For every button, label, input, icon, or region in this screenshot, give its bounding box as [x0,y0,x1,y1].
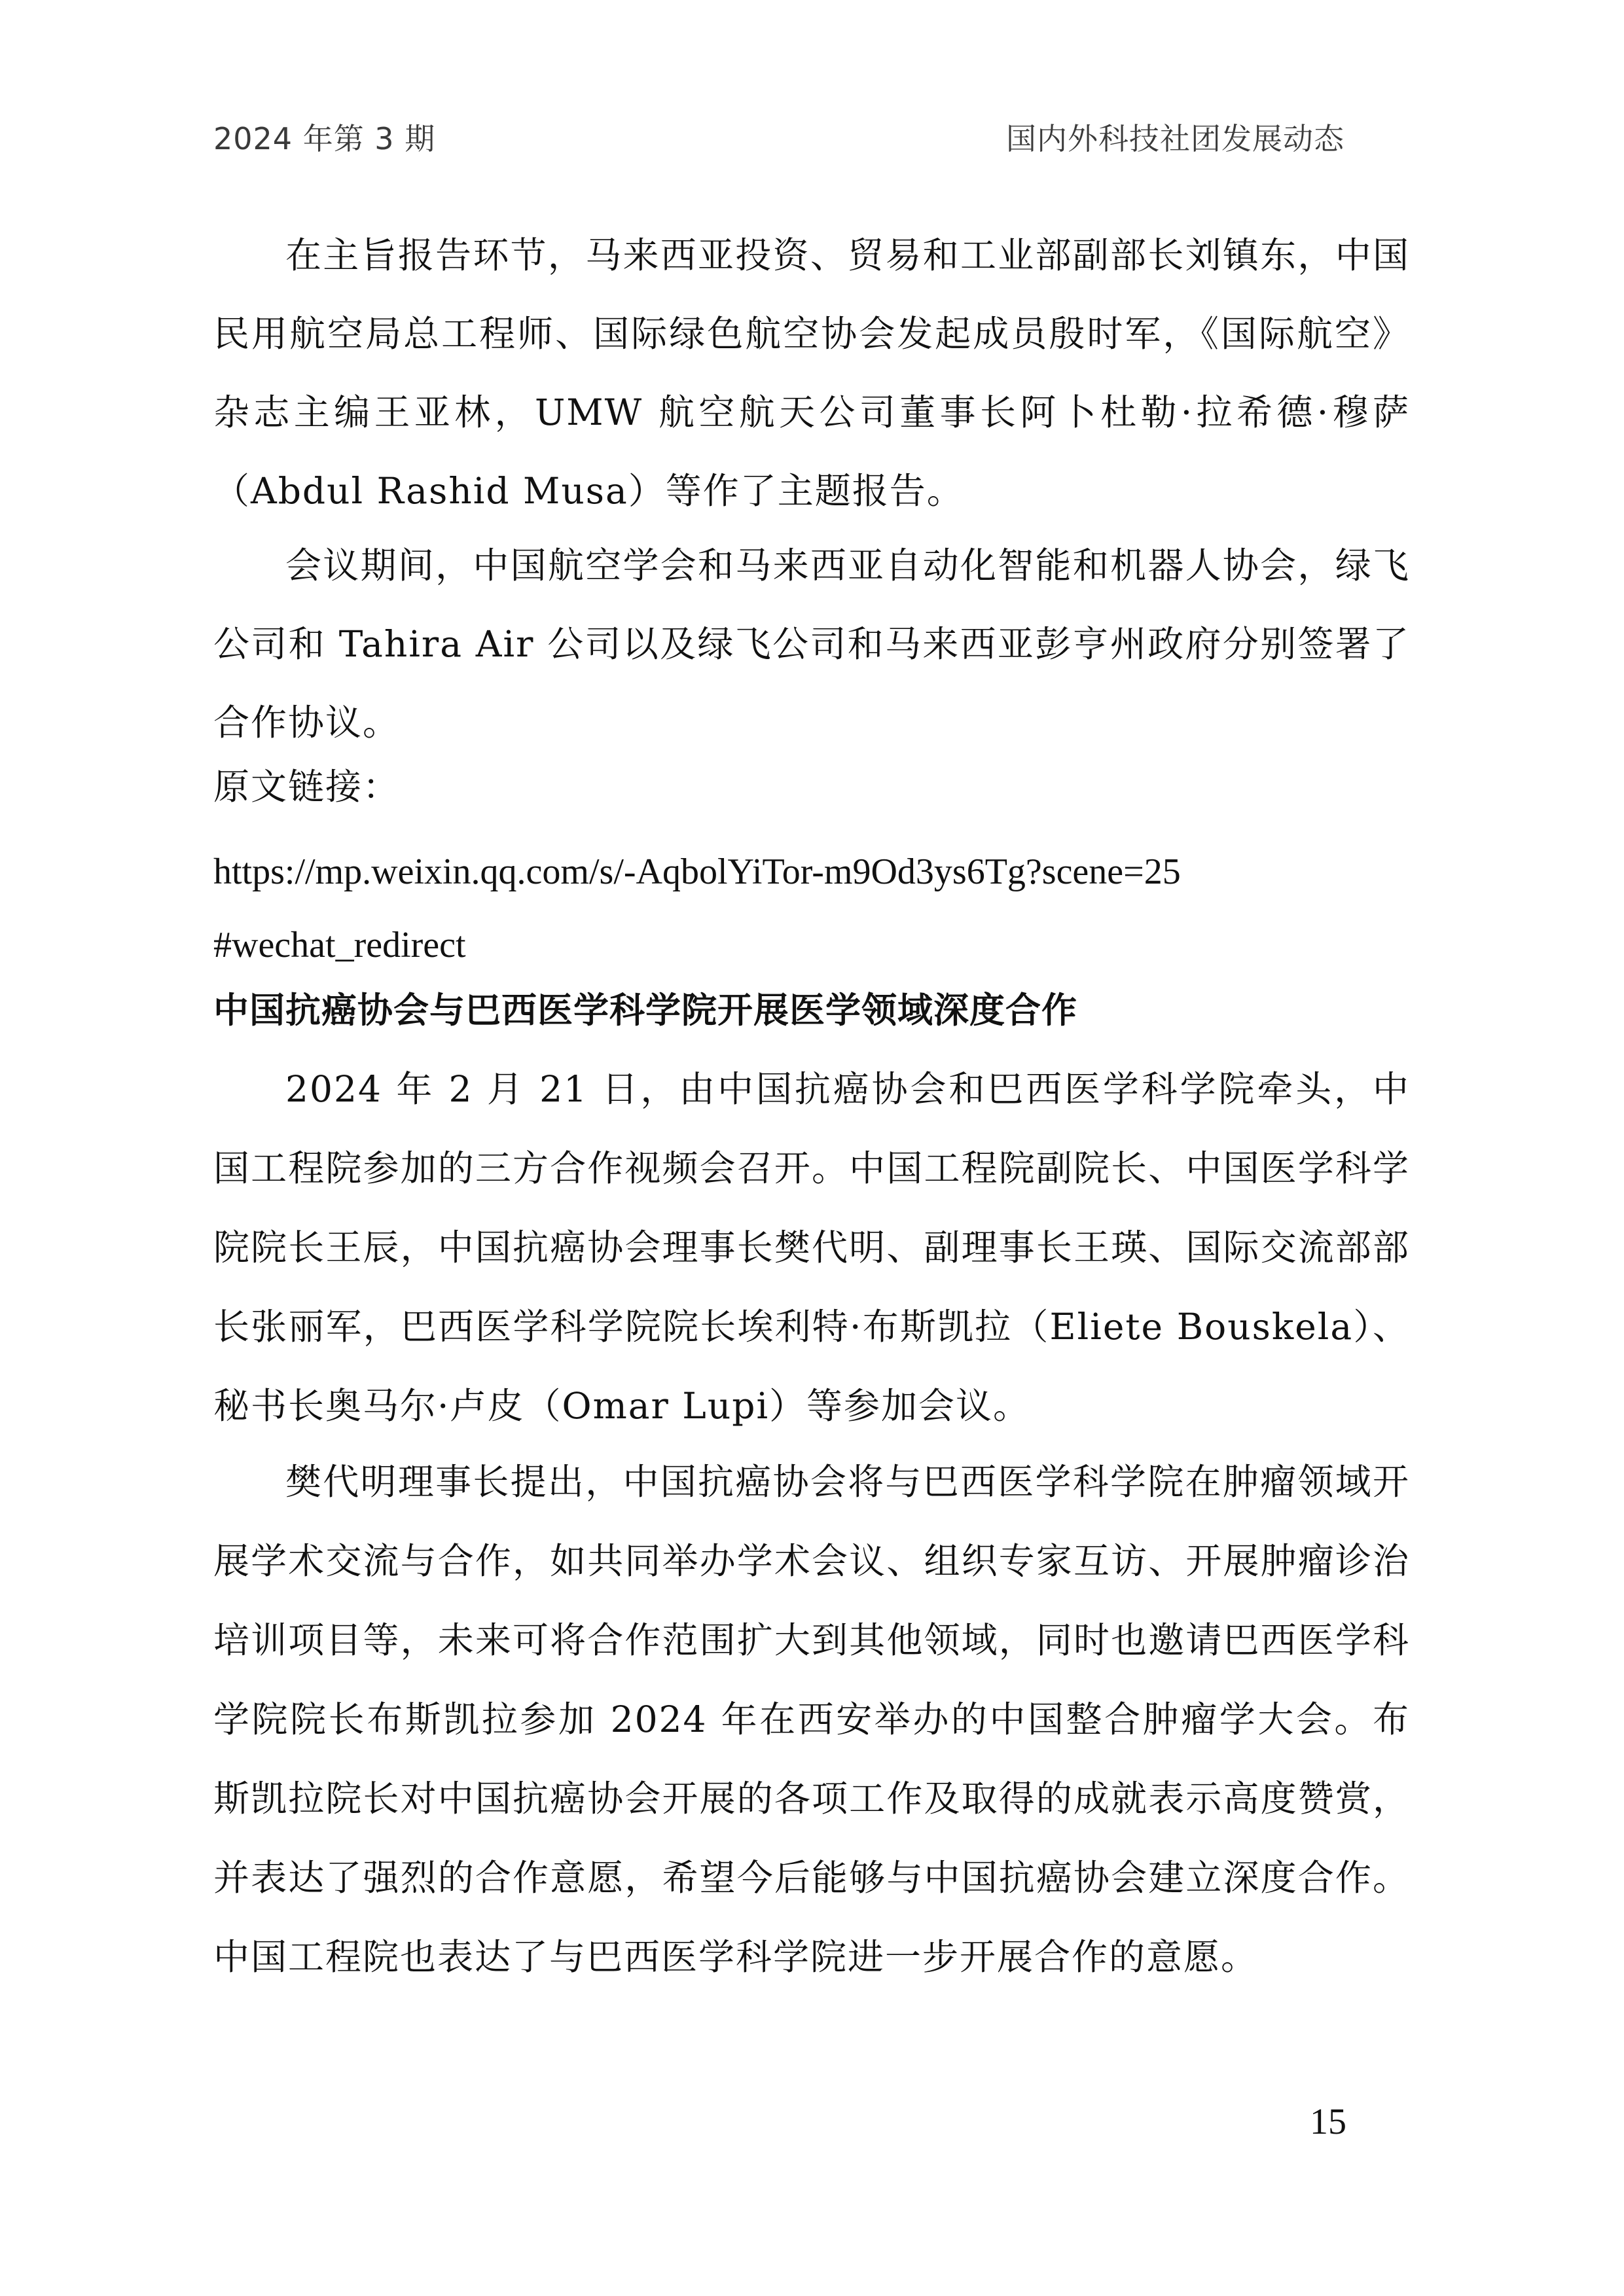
keynote-paragraph: 在主旨报告环节，马来西亚投资、贸易和工业部副部长刘镇东，中国民用航空局总工程师、国际绿色航空协会发起成员殷时军，《国际航空》杂志主编王亚林，UMW 航空航天公司董事长阿卜杜勒·拉希德·穆萨（Abdul Rashid Musa）等作了主题报告。 [213,234,1410,512]
page-number: 15 [1310,2102,1346,2142]
source-url-line-2[interactable]: #wechat_redirect [213,925,466,965]
publication-title: 国内外科技社团发展动态 [1006,121,1344,156]
source-url-line-1[interactable]: https://mp.weixin.qq.com/s/-AqbolYiTor-m9Od3ys6Tg?scene=25 [213,852,1181,892]
source-link-label: 原文链接： [213,766,401,808]
meeting-paragraph: 2024 年 2 月 21 日，由中国抗癌协会和巴西医学科学院牵头，中国工程院参加的三方合作视频会召开。中国工程院副院长、中国医学科学院院长王辰，中国抗癌协会理事长樊代明、副理事长王瑛、国际交流部部长张丽军，巴西医学科学院院长埃利特·布斯凯拉（Eliete Bouskela）、秘书长奥马尔·卢皮（Omar Lupi）等参加会议。 [213,1068,1410,1427]
article-title: 中国抗癌协会与巴西医学科学院开展医学领域深度合作 [213,990,1077,1031]
issue-label: 2024 年第 3 期 [213,121,436,156]
source-link[interactable] [213,835,1410,982]
cooperation-paragraph: 樊代明理事长提出，中国抗癌协会将与巴西医学科学院在肿瘤领域开展学术交流与合作，如共同举办学术会议、组织专家互访、开展肿瘤诊治培训项目等，未来可将合作范围扩大到其他领域，同时也邀请巴西医学科学院院长布斯凯拉参加 2024 年在西安举办的中国整合肿瘤学大会。布斯凯拉院长对中国抗癌协会开展的各项工作及取得的成就表示高度赞赏，并表达了强烈的合作意愿，希望今后能够与中国抗癌协会建立深度合作。中国工程院也表达了与巴西医学科学院进一步开展合作的意愿。 [213,1461,1410,1978]
agreements-paragraph: 会议期间，中国航空学会和马来西亚自动化智能和机器人协会，绿飞公司和 Tahira Air 公司以及绿飞公司和马来西亚彭亨州政府分别签署了合作协议。 [213,545,1410,744]
